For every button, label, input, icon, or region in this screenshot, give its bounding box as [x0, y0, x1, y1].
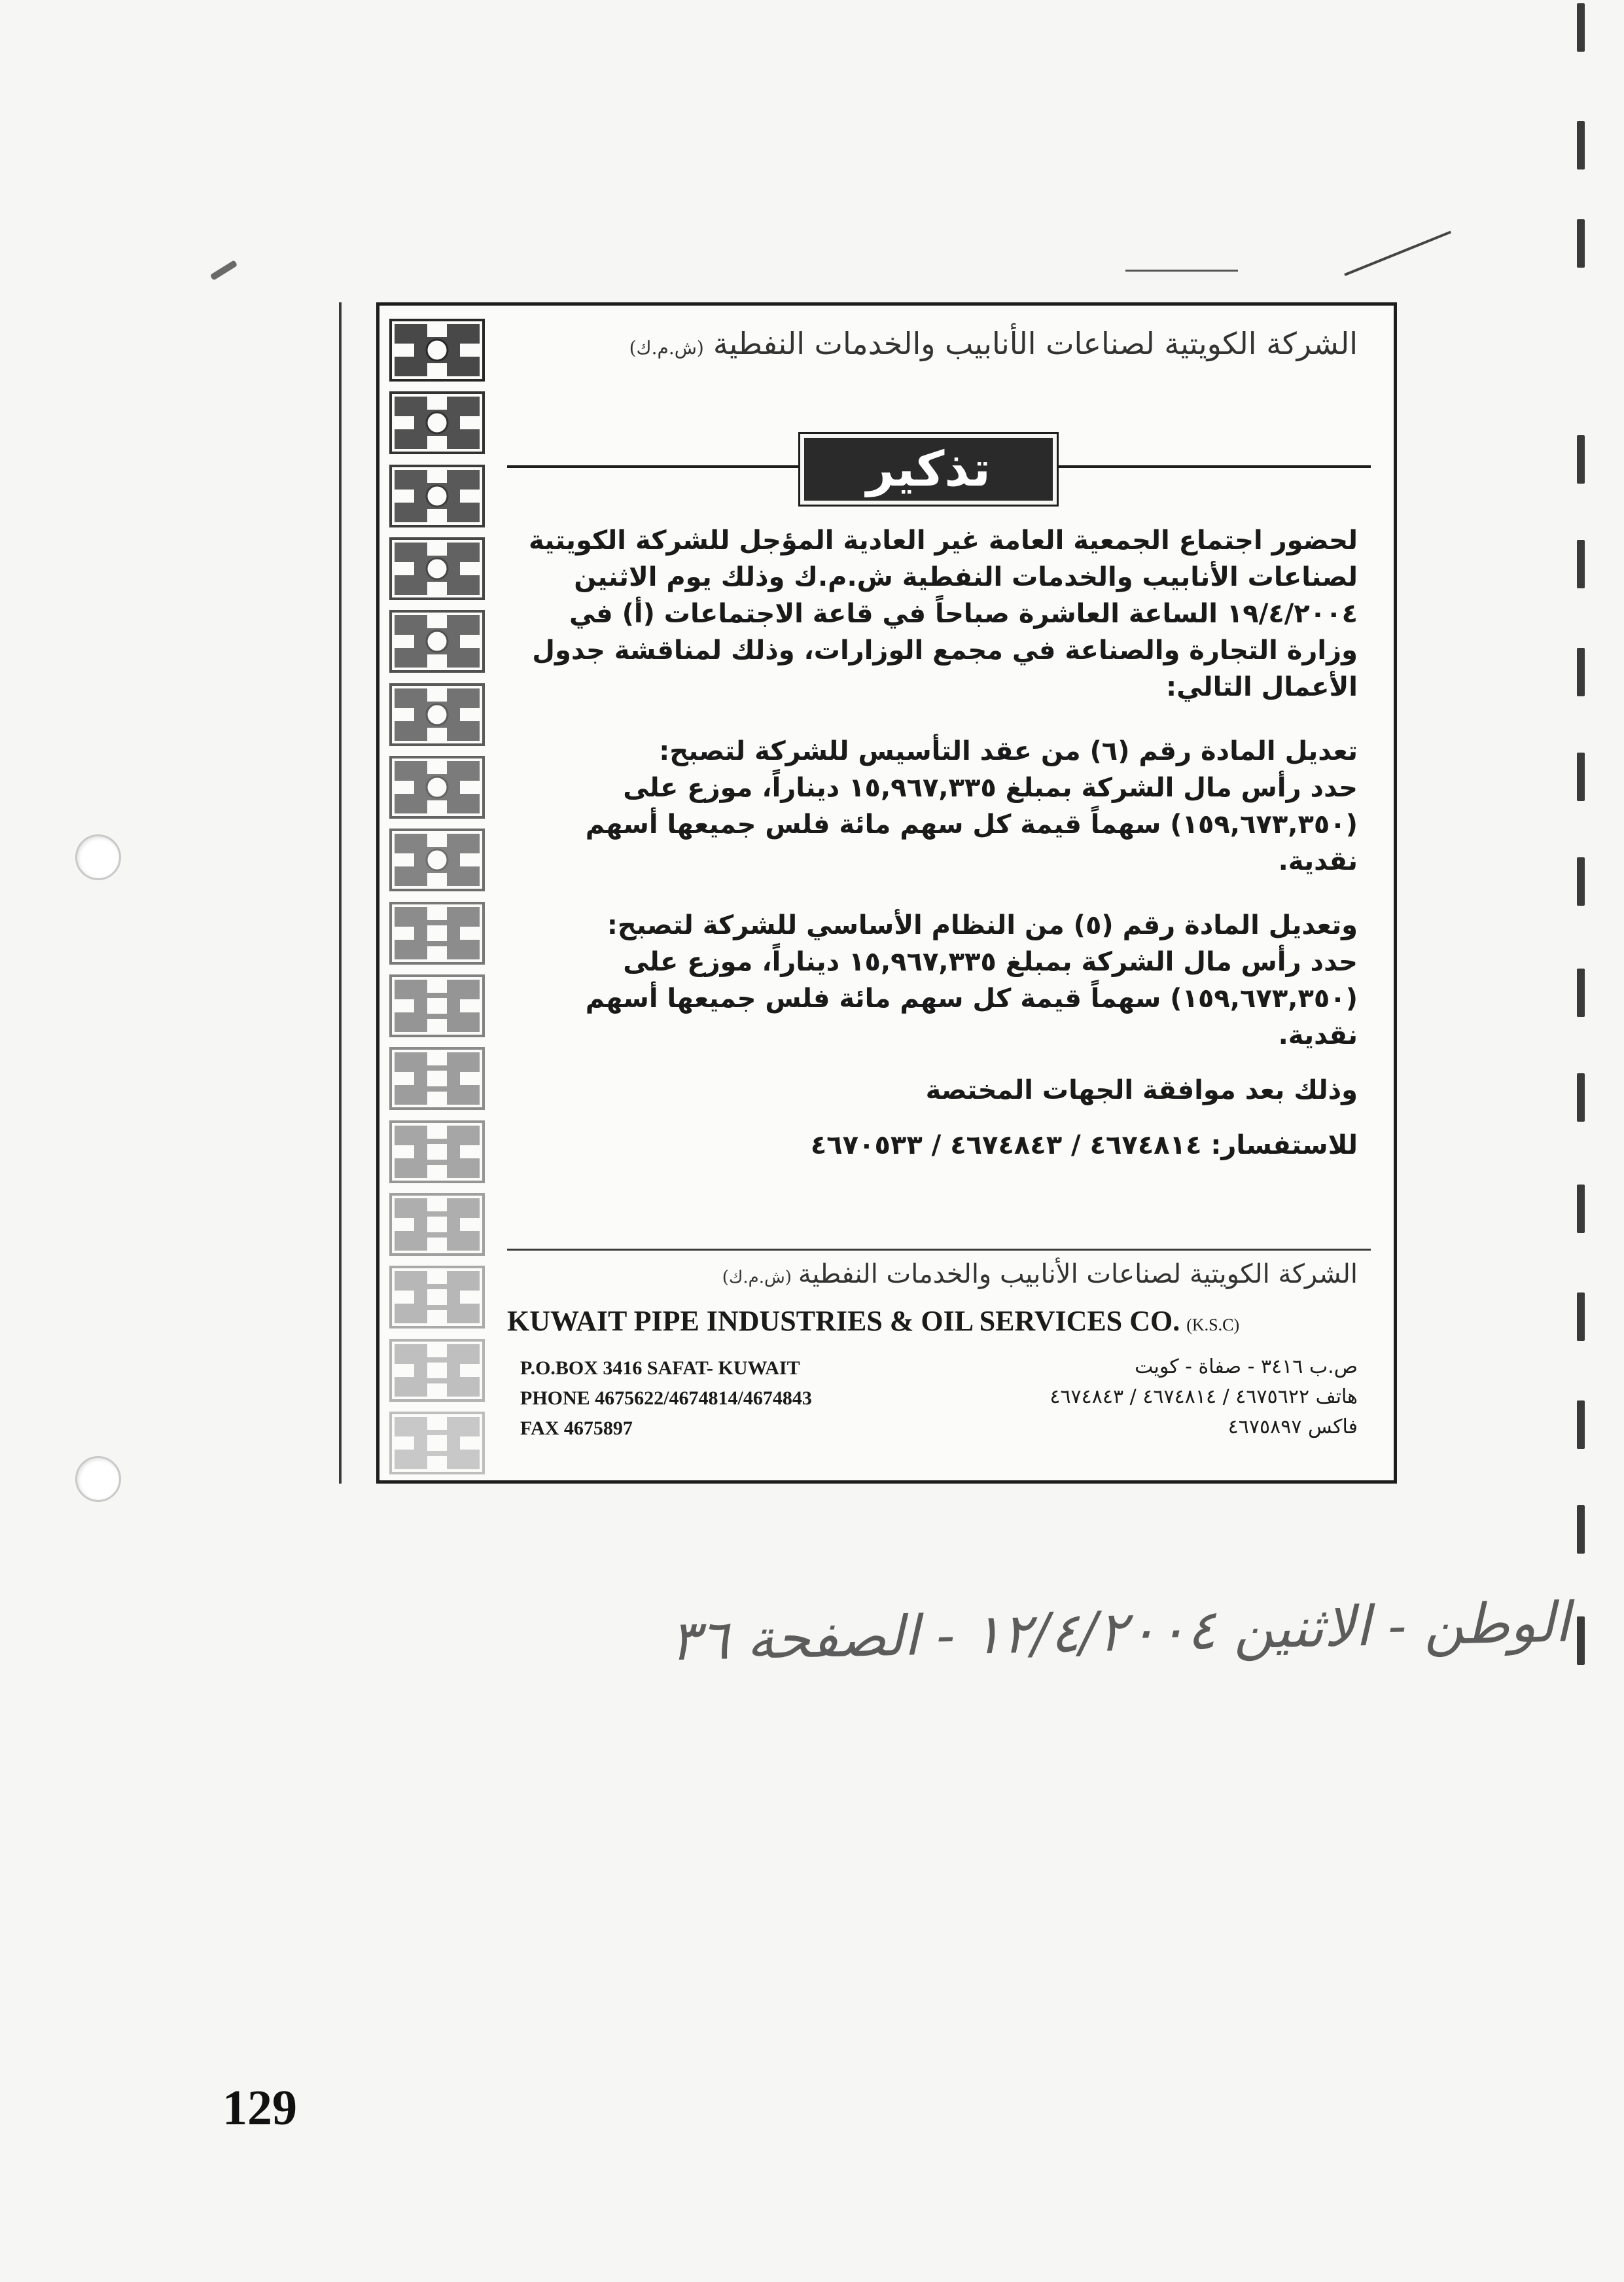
footer-rule: [507, 1249, 1371, 1251]
footer-contact-en: [520, 1353, 939, 1444]
pattern-tile: [388, 973, 486, 1039]
binder-mark: [1577, 1616, 1585, 1665]
binder-mark: [1577, 857, 1585, 906]
binder-mark: [1577, 1400, 1585, 1449]
inquiry-phones: للاستفسار: ٤٦٧٤٨١٤ / ٤٦٧٤٨٤٣ / ٤٦٧٠٥٣٣: [810, 1130, 1358, 1160]
scan-line: [1125, 270, 1238, 272]
binder-mark: [1577, 121, 1585, 169]
footer-name-ar: الشركة الكويتية لصناعات الأنابيب والخدمات النفطية: [798, 1259, 1358, 1289]
pattern-tile: [388, 609, 486, 674]
pattern-tile: [388, 1119, 486, 1185]
pattern-tile: [388, 317, 486, 383]
pattern-tile: [388, 1192, 486, 1257]
pattern-tile: [388, 390, 486, 455]
company-heading-arabic: [507, 326, 1358, 361]
notice-title: تذكير: [800, 434, 1057, 505]
phone-en: PHONE 4675622/4674814/4674843: [520, 1387, 812, 1409]
binder-mark: [1577, 540, 1585, 588]
pattern-tile: [388, 827, 486, 893]
binder-marks: [1568, 0, 1607, 1728]
phone-ar: هاتف ٤٦٧٥٦٢٢ / ٤٦٧٤٨١٤ / ٤٦٧٤٨٤٣: [1050, 1385, 1358, 1408]
notice-content: [507, 313, 1371, 1471]
binder-mark: [1577, 435, 1585, 484]
footer-name-en: KUWAIT PIPE INDUSTRIES & OIL SERVICES CO.: [507, 1305, 1180, 1337]
meeting-paragraph: لحضور اجتماع الجمعية العامة غير العادية المؤجل للشركة الكويتية لصناعات الأنابيب والخدمات النفطية ش.م.ك وذلك يوم الاثنين ١٩/٤/٢٠٠٤ الساعة العاشرة صباحاً في قاعة الاجتماعات (أ) في وزارة التجارة والصناعة في مجمع الوزارات، وذلك لمناقشة جدول الأعمال التالي:: [529, 526, 1358, 702]
binder-mark: [1577, 1185, 1585, 1233]
handwritten-source-note: الوطن - الاثنين ١٢/٤/٢٠٠٤ - الصفحة ٣٦: [669, 1590, 1571, 1673]
amendment-1-text: حدد رأس مال الشركة بمبلغ ١٥,٩٦٧,٣٣٥ ديناراً، موزع على (١٥٩,٦٧٣,٣٥٠) سهماً قيمة كل سهم مائة فلس جميعها أسهم نقدية.: [585, 773, 1358, 876]
fax-en: FAX 4675897: [520, 1417, 633, 1439]
footer-company-name-ar: [507, 1259, 1358, 1289]
footer-suffix-ar: (ش.م.ك): [722, 1268, 792, 1287]
pattern-tile: [388, 536, 486, 601]
page-number: 129: [222, 2080, 297, 2135]
stray-ink-mark: [210, 260, 238, 281]
pattern-tile: [388, 682, 486, 747]
amendment-1-heading: تعديل المادة رقم (٦) من عقد التأسيس للشركة لتصبح:: [659, 736, 1358, 766]
pattern-tile: [388, 1410, 486, 1476]
amendment-2-text: حدد رأس مال الشركة بمبلغ ١٥,٩٦٧,٣٣٥ ديناراً، موزع على (١٥٩,٦٧٣,٣٥٠) سهماً قيمة كل سهم مائة فلس جميعها أسهم نقدية.: [585, 947, 1358, 1050]
pattern-tile: [388, 1264, 486, 1330]
punch-hole: [75, 834, 121, 880]
pattern-tile: [388, 1338, 486, 1403]
binder-mark: [1577, 753, 1585, 801]
pobox-ar: ص.ب ٣٤١٦ - صفاة - كويت: [1135, 1355, 1358, 1378]
pobox-en: P.O.BOX 3416 SAFAT- KUWAIT: [520, 1357, 800, 1379]
binder-mark: [1577, 3, 1585, 52]
fax-ar: فاكس ٤٦٧٥٨٩٧: [1227, 1416, 1358, 1438]
notice-body: [507, 522, 1358, 1164]
footer-suffix-en: (K.S.C): [1186, 1315, 1240, 1334]
footer-contact-ar: [939, 1352, 1358, 1442]
footer-company-name-en: [507, 1304, 1371, 1338]
binder-mark: [1577, 1505, 1585, 1554]
notice-title-band: [507, 434, 1371, 506]
pattern-tile: [388, 1046, 486, 1111]
company-name-ar: الشركة الكويتية لصناعات الأنابيب والخدمات النفطية: [713, 326, 1358, 361]
binder-mark: [1577, 648, 1585, 696]
binder-mark: [1577, 219, 1585, 268]
amendment-2-heading: وتعديل المادة رقم (٥) من النظام الأساسي للشركة لتصبح:: [607, 910, 1358, 940]
binder-mark: [1577, 1293, 1585, 1341]
binder-mark: [1577, 1073, 1585, 1122]
decorative-pattern-column: [388, 317, 496, 1476]
pattern-tile: [388, 755, 486, 820]
binder-mark: [1577, 969, 1585, 1017]
approval-note: وذلك بعد موافقة الجهات المختصة: [925, 1075, 1358, 1105]
punch-hole: [75, 1456, 121, 1502]
pen-stroke: [1344, 231, 1451, 276]
ad-left-rule: [339, 302, 342, 1484]
pattern-tile: [388, 900, 486, 966]
company-suffix-ar: (ش.م.ك): [629, 337, 704, 359]
pattern-tile: [388, 463, 486, 529]
